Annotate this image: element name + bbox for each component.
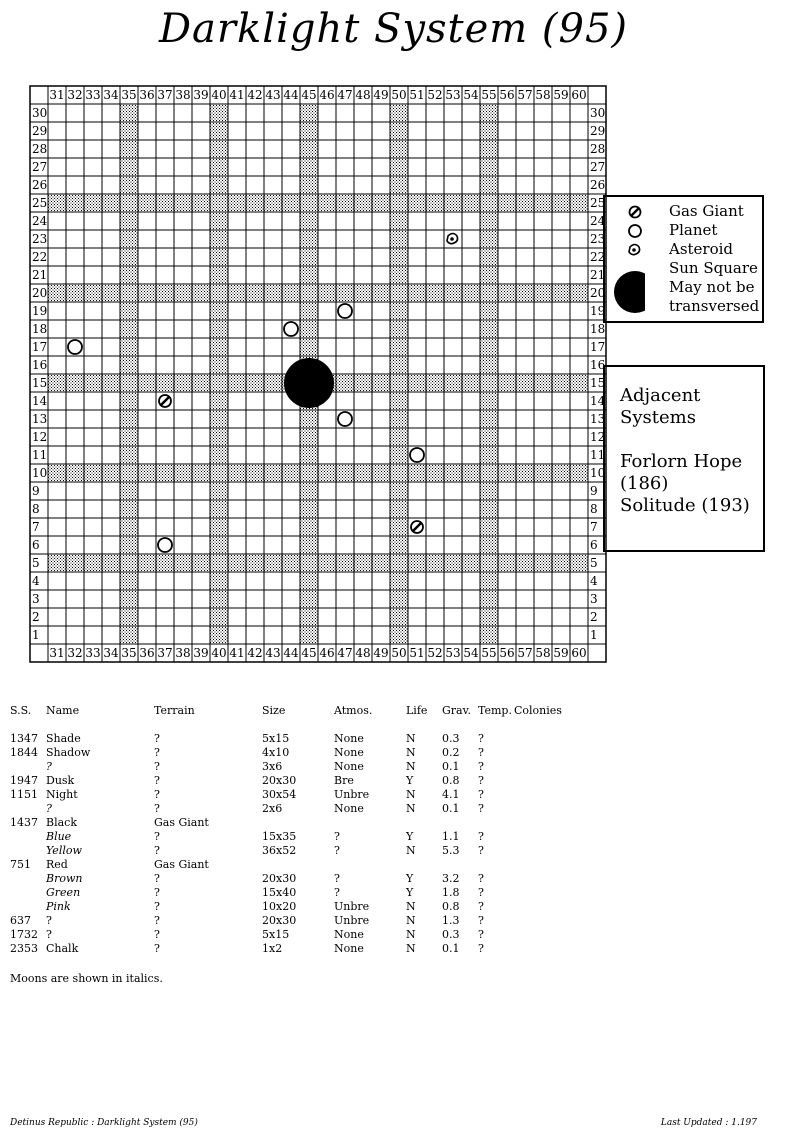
y-axis-label: 18 [590,322,606,336]
cell-atmos: None [334,802,364,815]
cell-name: ? [46,802,52,815]
cell-terrain: ? [154,788,160,801]
cell-size: 3x6 [262,760,283,773]
cell-life: Y [406,872,414,885]
cell-life: N [406,746,416,759]
planet-icon [338,304,352,318]
y-axis-label: 20 [32,286,48,300]
adjacent-system-1-name: Forlorn Hope [620,451,743,472]
cell-size: 5x15 [262,928,290,941]
x-axis-label: 60 [571,646,587,660]
sun-icon [284,358,334,408]
cell-ss: 1347 [10,732,38,745]
y-axis-label: 25 [32,196,48,210]
footer-left: Detinus Republic : Darklight System (95) [10,1118,198,1128]
x-axis-label: 31 [49,646,65,660]
adjacent-system-2: Solitude (193) [620,495,750,516]
cell-terrain: ? [154,942,160,955]
cell-terrain: Gas Giant [154,816,209,829]
x-axis-label: 58 [535,88,551,102]
header-terrain: Terrain [154,704,195,717]
y-axis-label: 28 [590,142,606,156]
x-axis-label: 32 [67,88,83,102]
cell-ss: 2353 [10,942,38,955]
y-axis-label: 27 [590,160,606,174]
adjacent-heading-2: Systems [620,407,696,428]
cell-name: Blue [46,830,72,843]
cell-life: N [406,844,416,857]
cell-name: Dusk [46,774,75,787]
cell-life: N [406,928,416,941]
header-size: Size [262,704,286,717]
y-axis-label: 1 [590,628,598,642]
x-axis-label: 56 [499,88,515,102]
asteroid-icon [450,237,454,241]
cell-atmos: Unbre [334,788,370,801]
x-axis-label: 49 [373,646,389,660]
x-axis-label: 40 [211,646,227,660]
cell-size: 20x30 [262,872,297,885]
cell-atmos: None [334,928,364,941]
cell-grav: 0.2 [442,746,460,759]
cell-size: 1x2 [262,942,283,955]
page-title: Darklight System (95) [158,6,629,52]
y-axis-label: 14 [32,394,48,408]
y-axis-label: 23 [590,232,606,246]
cell-temp: ? [478,746,484,759]
x-axis-label: 47 [337,88,353,102]
cell-life: N [406,802,416,815]
cell-name: Brown [46,872,83,885]
cell-grav: 0.3 [442,732,460,745]
y-axis-label: 11 [590,448,606,462]
x-axis-label: 48 [355,88,371,102]
y-axis-label: 16 [32,358,48,372]
x-axis-label: 53 [445,646,461,660]
y-axis-label: 23 [32,232,48,246]
cell-name: Red [46,858,68,871]
y-axis-label: 21 [590,268,606,282]
y-axis-label: 12 [32,430,48,444]
header-ss: S.S. [10,704,32,717]
x-axis-label: 58 [535,646,551,660]
x-axis-label: 32 [67,646,83,660]
x-axis-label: 41 [229,88,245,102]
planet-icon [158,538,172,552]
x-axis-label: 37 [157,646,173,660]
x-axis-label: 52 [427,646,443,660]
x-axis-label: 50 [391,88,407,102]
cell-temp: ? [478,830,484,843]
cell-temp: ? [478,802,484,815]
cell-grav: 0.3 [442,928,460,941]
cell-terrain: ? [154,872,160,885]
cell-life: N [406,942,416,955]
cell-grav: 1.3 [442,914,460,927]
cell-ss: 637 [10,914,31,927]
y-axis-label: 22 [32,250,48,264]
y-axis-label: 30 [32,106,48,120]
cell-name: Black [46,816,77,829]
legend-icons [605,197,645,321]
y-axis-label: 24 [590,214,606,228]
asteroid-icon [629,245,640,255]
cell-name: ? [46,928,52,941]
y-axis-label: 19 [32,304,48,318]
legend-planet-label: Planet [669,221,718,239]
y-axis-label: 29 [32,124,48,138]
cell-ss: 1151 [10,788,38,801]
y-axis-label: 7 [590,520,598,534]
cell-size: 20x30 [262,774,297,787]
x-axis-label: 34 [103,646,119,660]
y-axis-label: 15 [32,376,48,390]
cell-terrain: ? [154,746,160,759]
y-axis-label: 14 [590,394,606,408]
y-axis-label: 10 [590,466,606,480]
y-axis-label: 25 [590,196,606,210]
map-legend [603,195,764,323]
cell-terrain: ? [154,886,160,899]
cell-grav: 0.1 [442,942,460,955]
y-axis-label: 20 [590,286,606,300]
cell-name: Night [46,788,78,801]
header-temp: Temp. [478,704,512,717]
y-axis-label: 9 [590,484,598,498]
x-axis-label: 36 [139,88,155,102]
x-axis-label: 44 [283,88,299,102]
planet-icon [68,340,82,354]
gas-giant-icon [630,207,641,218]
cell-grav: 0.1 [442,802,460,815]
x-axis-label: 45 [301,646,317,660]
x-axis-label: 47 [337,646,353,660]
planet-icon [284,322,298,336]
x-axis-label: 60 [571,88,587,102]
cell-name: Shadow [46,746,91,759]
planet-icon [629,225,641,237]
y-axis-label: 5 [32,556,40,570]
cell-grav: 1.1 [442,830,460,843]
y-axis-label: 6 [590,538,598,552]
y-axis-label: 3 [590,592,598,606]
y-axis-label: 24 [32,214,48,228]
cell-name: Shade [46,732,81,745]
cell-name: Pink [46,900,71,913]
cell-ss: 1947 [10,774,38,787]
cell-temp: ? [478,914,484,927]
cell-grav: 1.8 [442,886,460,899]
cell-size: 5x15 [262,732,290,745]
y-axis-label: 7 [32,520,40,534]
cell-atmos: Unbre [334,900,370,913]
cell-life: N [406,900,416,913]
x-axis-label: 42 [247,646,263,660]
y-axis-label: 13 [590,412,606,426]
cell-ss: 1437 [10,816,38,829]
cell-grav: 3.2 [442,872,460,885]
header-life: Life [406,704,428,717]
cell-atmos: Unbre [334,914,370,927]
x-axis-label: 37 [157,88,173,102]
x-axis-label: 38 [175,646,191,660]
cell-temp: ? [478,774,484,787]
x-axis-label: 33 [85,646,101,660]
cell-terrain: ? [154,802,160,815]
cell-terrain: Gas Giant [154,858,209,871]
sun-square-icon [614,271,645,313]
x-axis-label: 39 [193,88,209,102]
cell-temp: ? [478,760,484,773]
legend-sun-label-1: Sun Square [669,259,758,277]
cell-life: Y [406,830,414,843]
x-axis-label: 54 [463,646,479,660]
cell-name: ? [46,914,52,927]
x-axis-label: 54 [463,88,479,102]
cell-name: ? [46,760,52,773]
x-axis-label: 51 [409,646,425,660]
legend-sun-label-2: May not be [669,278,755,296]
x-axis-label: 43 [265,646,281,660]
cell-size: 36x52 [262,844,297,857]
x-axis-label: 34 [103,88,119,102]
planet-icon [410,448,424,462]
cell-name: Chalk [46,942,79,955]
x-axis-label: 41 [229,646,245,660]
cell-life: N [406,732,416,745]
cell-grav: 5.3 [442,844,460,857]
cell-temp: ? [478,844,484,857]
y-axis-label: 9 [32,484,40,498]
cell-temp: ? [478,886,484,899]
y-axis-label: 3 [32,592,40,606]
header-grav: Grav. [442,704,472,717]
x-axis-label: 55 [481,646,497,660]
y-axis-label: 1 [32,628,40,642]
cell-life: N [406,914,416,927]
y-axis-label: 4 [32,574,40,588]
x-axis-label: 44 [283,646,299,660]
x-axis-label: 57 [517,88,533,102]
cell-atmos: ? [334,886,340,899]
cell-ss: 751 [10,858,31,871]
x-axis-label: 50 [391,646,407,660]
cell-terrain: ? [154,914,160,927]
cell-ss: 1732 [10,928,38,941]
cell-terrain: ? [154,900,160,913]
cell-size: 2x6 [262,802,283,815]
x-axis-label: 55 [481,88,497,102]
x-axis-label: 48 [355,646,371,660]
cell-size: 15x40 [262,886,297,899]
cell-size: 4x10 [262,746,290,759]
y-axis-label: 29 [590,124,606,138]
cell-atmos: Bre [334,774,354,787]
legend-sun-label-3: transversed [669,297,760,315]
y-axis-label: 22 [590,250,606,264]
legend-gas-giant-label: Gas Giant [669,202,744,220]
planet-icon [338,412,352,426]
cell-terrain: ? [154,732,160,745]
cell-size: 30x54 [262,788,297,801]
y-axis-label: 16 [590,358,606,372]
cell-atmos: ? [334,830,340,843]
x-axis-label: 53 [445,88,461,102]
x-axis-label: 39 [193,646,209,660]
x-axis-label: 56 [499,646,515,660]
x-axis-label: 46 [319,646,335,660]
x-axis-label: 42 [247,88,263,102]
x-axis-label: 35 [121,88,137,102]
header-name: Name [46,704,80,717]
cell-atmos: ? [334,844,340,857]
cell-life: Y [406,774,414,787]
cell-ss: 1844 [10,746,38,759]
cell-temp: ? [478,732,484,745]
y-axis-label: 21 [32,268,48,282]
cell-temp: ? [478,928,484,941]
x-axis-label: 45 [301,88,317,102]
y-axis-label: 2 [32,610,40,624]
y-axis-label: 17 [590,340,606,354]
y-axis-label: 30 [590,106,606,120]
y-axis-label: 13 [32,412,48,426]
x-axis-label: 52 [427,88,443,102]
y-axis-label: 4 [590,574,598,588]
cell-size: 15x35 [262,830,297,843]
cell-terrain: ? [154,844,160,857]
y-axis-label: 12 [590,430,606,444]
moons-note: Moons are shown in italics. [10,972,163,985]
y-axis-label: 5 [590,556,598,570]
adjacent-system-1-number: (186) [620,473,669,494]
y-axis-label: 10 [32,466,48,480]
x-axis-label: 43 [265,88,281,102]
y-axis-label: 15 [590,376,606,390]
x-axis-label: 51 [409,88,425,102]
cell-name: Green [46,886,81,899]
y-axis-label: 11 [32,448,48,462]
cell-atmos: ? [334,872,340,885]
y-axis-label: 8 [590,502,598,516]
cell-size: 20x30 [262,914,297,927]
x-axis-label: 38 [175,88,191,102]
y-axis-label: 18 [32,322,48,336]
cell-life: N [406,788,416,801]
cell-temp: ? [478,942,484,955]
x-axis-label: 33 [85,88,101,102]
y-axis-label: 28 [32,142,48,156]
adjacent-heading-1: Adjacent [620,385,701,406]
y-axis-label: 27 [32,160,48,174]
x-axis-label: 40 [211,88,227,102]
x-axis-label: 59 [553,88,569,102]
cell-life: N [406,760,416,773]
cell-terrain: ? [154,830,160,843]
y-axis-label: 2 [590,610,598,624]
cell-grav: 4.1 [442,788,460,801]
x-axis-label: 31 [49,88,65,102]
y-axis-label: 8 [32,502,40,516]
cell-size: 10x20 [262,900,297,913]
cell-terrain: ? [154,760,160,773]
cell-terrain: ? [154,928,160,941]
cell-grav: 0.8 [442,774,460,787]
legend-asteroid-label: Asteroid [669,240,734,258]
cell-atmos: None [334,942,364,955]
cell-life: Y [406,886,414,899]
cell-atmos: None [334,732,364,745]
cell-temp: ? [478,900,484,913]
header-colonies: Colonies [514,704,562,717]
cell-grav: 0.1 [442,760,460,773]
x-axis-label: 59 [553,646,569,660]
y-axis-label: 17 [32,340,48,354]
cell-grav: 0.8 [442,900,460,913]
cell-terrain: ? [154,774,160,787]
y-axis-label: 26 [32,178,48,192]
cell-atmos: None [334,760,364,773]
y-axis-label: 19 [590,304,606,318]
cell-temp: ? [478,872,484,885]
footer-right: Last Updated : 1.197 [660,1118,757,1128]
header-atmos: Atmos. [334,704,373,717]
x-axis-label: 46 [319,88,335,102]
cell-temp: ? [478,788,484,801]
x-axis-label: 36 [139,646,155,660]
x-axis-label: 35 [121,646,137,660]
x-axis-label: 57 [517,646,533,660]
x-axis-label: 49 [373,88,389,102]
adjacent-systems-box [603,365,765,552]
y-axis-label: 26 [590,178,606,192]
y-axis-label: 6 [32,538,40,552]
cell-name: Yellow [46,844,82,857]
cell-atmos: None [334,746,364,759]
